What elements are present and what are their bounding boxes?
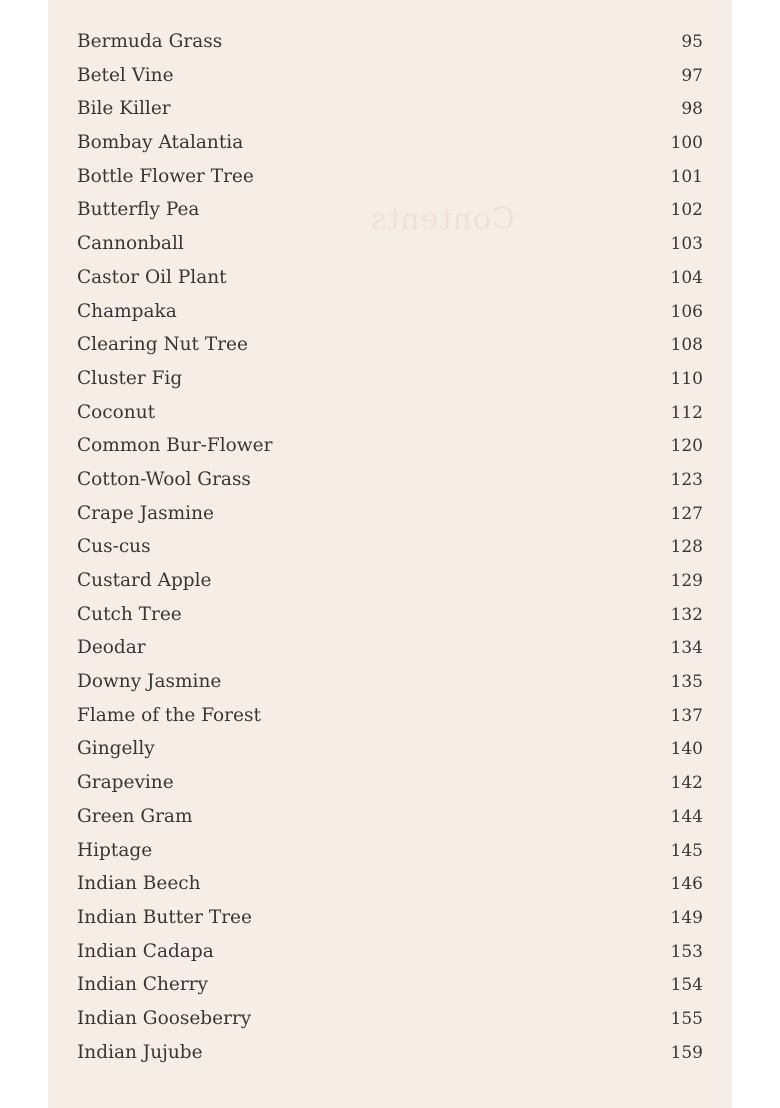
- toc-entry: [77, 59, 703, 93]
- toc-entry: [77, 968, 703, 1002]
- entry-title: Cus-cus: [77, 536, 151, 558]
- entry-title: Coconut: [77, 401, 156, 423]
- entry-page-number: 97: [681, 65, 703, 86]
- toc-entry: [77, 598, 703, 632]
- entry-title: Hiptage: [77, 839, 153, 861]
- entry-title: Betel Vine: [77, 64, 174, 86]
- toc-entry: [77, 126, 703, 160]
- entry-page-number: 145: [670, 840, 703, 861]
- entry-title: Clearing Nut Tree: [77, 334, 248, 356]
- entry-title: Cotton-Wool Grass: [77, 468, 251, 490]
- entry-page-number: 106: [670, 301, 703, 322]
- toc-entry: [77, 834, 703, 868]
- entry-title: Deodar: [77, 637, 146, 659]
- entry-page-number: 120: [670, 436, 703, 457]
- toc-entry: [77, 429, 703, 463]
- toc-entry: [77, 1002, 703, 1036]
- entry-page-number: 123: [670, 469, 703, 490]
- entry-title: Bottle Flower Tree: [77, 165, 254, 187]
- entry-title: Butterfly Pea: [77, 199, 200, 221]
- toc-entry: [77, 935, 703, 969]
- toc-entry: [77, 699, 703, 733]
- entry-page-number: 103: [670, 234, 703, 255]
- toc-entry: [77, 800, 703, 834]
- entry-title: Bermuda Grass: [77, 31, 223, 52]
- entry-title: Downy Jasmine: [77, 671, 222, 693]
- toc-entry: [77, 160, 703, 194]
- toc-entry: [77, 665, 703, 699]
- entry-title: Indian Butter Tree: [77, 906, 252, 928]
- entry-page-number: 100: [670, 133, 703, 154]
- book-page: [48, 0, 732, 1108]
- entry-page-number: 159: [670, 1042, 703, 1063]
- toc-entry: [77, 1036, 703, 1070]
- toc-entry: [77, 463, 703, 497]
- entry-page-number: 127: [670, 503, 703, 524]
- entry-page-number: 153: [670, 941, 703, 962]
- entry-title: Bile Killer: [77, 98, 171, 120]
- toc-entry: [77, 867, 703, 901]
- entry-page-number: 140: [670, 739, 703, 760]
- entry-page-number: 98: [681, 99, 703, 120]
- toc-entry: [77, 396, 703, 430]
- toc-entry: [77, 530, 703, 564]
- toc-entry: [77, 92, 703, 126]
- toc-entry: [77, 901, 703, 935]
- entry-title: Cannonball: [77, 233, 184, 255]
- entry-title: Indian Gooseberry: [77, 1007, 252, 1029]
- entry-page-number: 134: [670, 638, 703, 659]
- entry-title: Flame of the Forest: [77, 704, 261, 726]
- toc-entry: [77, 261, 703, 295]
- toc-entry: [77, 732, 703, 766]
- entry-title: Indian Cherry: [77, 974, 208, 996]
- toc-entry: [77, 25, 703, 59]
- entry-page-number: 129: [670, 571, 703, 591]
- entry-page-number: 142: [670, 773, 703, 794]
- entry-page-number: 112: [670, 402, 703, 423]
- entry-page-number: 137: [670, 705, 703, 726]
- entry-page-number: 95: [681, 32, 703, 52]
- entry-page-number: 144: [670, 806, 703, 827]
- entry-page-number: 128: [670, 537, 703, 558]
- entry-page-number: 155: [670, 1008, 703, 1029]
- entry-title: Cutch Tree: [77, 603, 182, 625]
- show-through-heading: Contents: [370, 202, 515, 237]
- entry-title: Gingelly: [77, 738, 155, 760]
- entry-page-number: 110: [670, 368, 703, 389]
- entry-page-number: 108: [670, 335, 703, 356]
- toc-entry: [77, 497, 703, 531]
- entry-title: Common Bur-Flower: [77, 435, 273, 457]
- entry-title: Indian Cadapa: [77, 940, 214, 962]
- entry-title: Cluster Fig: [77, 367, 183, 389]
- entry-page-number: 154: [670, 975, 703, 996]
- toc-entry: [77, 227, 703, 261]
- toc-entry: [77, 564, 703, 598]
- entry-title: Green Gram: [77, 805, 193, 827]
- contents-list: [77, 25, 703, 1069]
- entry-title: Champaka: [77, 300, 177, 322]
- entry-page-number: 104: [670, 267, 703, 288]
- entry-title: Grapevine: [77, 772, 174, 794]
- entry-title: Custard Apple: [77, 570, 212, 591]
- toc-entry: [77, 766, 703, 800]
- toc-entry: [77, 193, 703, 227]
- entry-page-number: 146: [670, 874, 703, 895]
- toc-entry: [77, 631, 703, 665]
- entry-page-number: 135: [670, 672, 703, 693]
- entry-title: Bombay Atalantia: [77, 132, 244, 154]
- entry-title: Castor Oil Plant: [77, 266, 227, 288]
- entry-page-number: 101: [670, 166, 703, 187]
- toc-entry: [77, 328, 703, 362]
- toc-entry: [77, 295, 703, 329]
- entry-title: Indian Beech: [77, 873, 201, 895]
- entry-title: Crape Jasmine: [77, 502, 214, 524]
- entry-page-number: 102: [670, 200, 703, 221]
- entry-page-number: 149: [670, 907, 703, 928]
- toc-entry: [77, 362, 703, 396]
- entry-page-number: 132: [670, 604, 703, 625]
- entry-title: Indian Jujube: [77, 1041, 203, 1063]
